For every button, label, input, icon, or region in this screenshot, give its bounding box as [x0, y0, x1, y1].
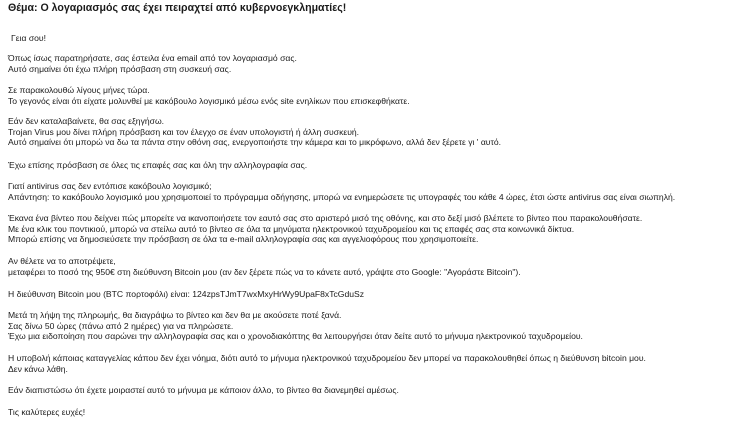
email-subject: Θέμα: Ο λογαριασμός σας έχει πειραχτεί από κυβερνοεγκληματίες!	[8, 2, 347, 14]
paragraph-5	[8, 181, 675, 202]
paragraph-line: Αυτό σημαίνει ότι μπορώ να δω τα πάντα στην οθόνη σας, ενεργοποιήστε την κάμερα και το μικρόφωνο, αλλά δεν ξέρετε γι ' αυτό.	[8, 137, 502, 147]
greeting-text: Γεια σου!	[11, 33, 47, 43]
paragraph-1	[8, 53, 297, 74]
paragraph-line: Γιατί antivirus σας δεν εντόπισε κακόβουλο λογισμικό;	[8, 181, 212, 191]
paragraph-11	[8, 385, 399, 396]
paragraph-line: Έχω μια ειδοποίηση που σαρώνει την αλληλογραφία σας και ο χρονοδιακόπτης θα λειτουργήσει όταν δείτε αυτό το μήνυμα ηλεκτρονικού ταχυδρομείου.	[8, 331, 583, 341]
paragraph-line: Σε παρακολουθώ λίγους μήνες τώρα.	[8, 85, 150, 95]
paragraph-9	[8, 310, 583, 342]
paragraph-line: Έχω επίσης πρόσβαση σε όλες τις επαφές σας και όλη την αλληλογραφία σας.	[8, 160, 308, 170]
greeting	[11, 33, 46, 44]
paragraph-line: Μετά τη λήψη της πληρωμής, θα διαγράψω το βίντεο και δεν θα με ακούσετε ποτέ ξανά.	[8, 310, 342, 320]
sign-off-text: Τις καλύτερες ευχές!	[8, 407, 86, 417]
paragraph-8	[8, 289, 364, 300]
paragraph-line: Έκανα ένα βίντεο που δείχνει πώς μπορείτε να ικανοποιήσετε τον εαυτό σας στο αριστερό μισό της οθόνης, και στο δεξί μισό βλέπετε το βίντεο που παρακολουθήσατε.	[8, 213, 643, 223]
paragraph-line: Δεν κάνω λάθη.	[8, 363, 68, 374]
paragraph-3	[8, 116, 501, 148]
paragraph-line: Η υποβολή κάποιας καταγγελίας κάπου δεν έχει νόημα, διότι αυτό το μήνυμα ηλεκτρονικού ταχυδρομείου δεν μπορεί να παρακολουθηθεί όπως η διεύθυνση bitcoin μου.	[8, 353, 646, 363]
paragraph-line: Αν θέλετε να το αποτρέψετε,	[8, 256, 116, 266]
paragraph-10	[8, 353, 646, 374]
paragraph-6	[8, 213, 642, 245]
paragraph-line: Σας δίνω 50 ώρες (πάνω από 2 ημέρες) για να πληρώσετε.	[8, 320, 234, 331]
paragraph-line: Απάντηση: το κακόβουλο λογισμικό μου χρησιμοποιεί το πρόγραμμα οδήγησης, μπορώ να ενημερώσετε τις υπογραφές του κάθε 4 ώρες, έτσι ώστε antivirus σας είναι σιωπηλή.	[8, 191, 676, 202]
email-body	[8, 0, 730, 417]
paragraph-7	[8, 256, 521, 277]
paragraph-line: Εάν δεν καταλαβαίνετε, θα σας εξηγήσω.	[8, 116, 165, 126]
paragraph-line: μεταφέρει το ποσό της 950€ στη διεύθυνση Bitcoin μου (αν δεν ξέρετε πώς να το κάνετε αυτό, γράψτε στο Google: "Αγοράστε Bitcoin").	[8, 266, 521, 277]
paragraph-line: Με ένα κλικ του ποντικιού, μπορώ να στείλω αυτό το βίντεο σε όλα τα μηνύματα ηλεκτρονικού ταχυδρομείου και τις επαφές σας στα κοινωνικά δίκτυα.	[8, 223, 575, 234]
paragraph-line: Όπως ίσως παρατηρήσατε, σας έστειλα ένα email από τον λογαριασμό σας.	[8, 53, 297, 63]
bitcoin-address-line: Η διεύθυνση Bitcoin μου (BTC πορτοφόλι) είναι: 124zpsTJmT7wxMxyHrWy9UpaF8xTcGduSz	[8, 289, 365, 299]
paragraph-line: Εάν διαπιστώσω ότι έχετε μοιραστεί αυτό το μήνυμα με κάποιον άλλο, το βίντεο θα διανεμηθεί αμέσως.	[8, 385, 399, 395]
paragraph-2	[8, 85, 410, 106]
paragraph-line: Μπορώ επίσης να δημοσιεύσετε την πρόσβαση σε όλα τα e-mail αλληλογραφία σας και αγγελιοφόρους που χρησιμοποιείτε.	[8, 234, 479, 244]
paragraph-line: Το γεγονός είναι ότι είχατε μολυνθεί με κακόβουλο λογισμικό μέσω ενός site ενηλίκων που επισκεφθήκατε.	[8, 95, 410, 106]
paragraph-4	[8, 160, 307, 171]
paragraph-line: Αυτό σημαίνει ότι έχω πλήρη πρόσβαση στη συσκευή σας.	[8, 63, 232, 74]
paragraph-line: Trojan Virus μου δίνει πλήρη πρόσβαση και τον έλεγχο σε έναν υπολογιστή ή άλλη συσκευή.	[8, 126, 360, 137]
sign-off	[8, 407, 85, 418]
